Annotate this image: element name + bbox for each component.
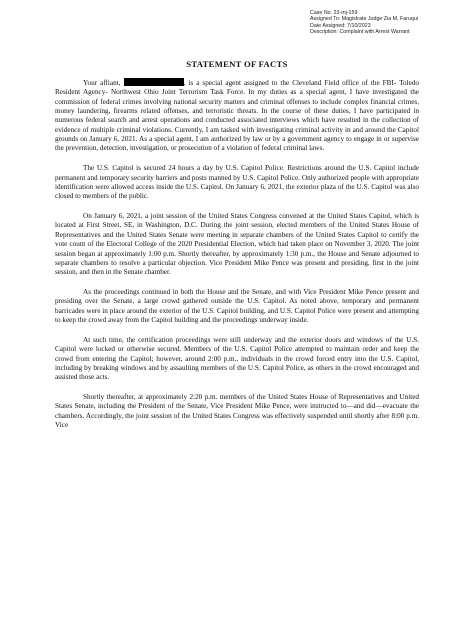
paragraph-4: As the proceedings continued in both the House and the Senate, and with Vice President Mike Pence present and presiding over the Senate, a large crowd gathered outside the U.S. Capitol. As noted above, temporary and permanent barricades were in place around the exterior of the U.S. Capitol building, and U.S. Capitol Police were present and attempting to keep the crowd away from the Capitol building and the proceedings underway inside. [55, 288, 419, 325]
paragraph-5: At such time, the certification proceedings were still underway and the exterior doors and windows of the U.S. Capitol were locked or otherwise secured. Members of the U.S. Capitol Police attempted to maintain order and keep the crowd from entering the Capitol; however, around 2:00 p.m., individuals in the crowd forced entry into the U.S. Capitol, including by breaking windows and by assaulting members of the U.S. Capitol Police, as others in the crowd encouraged and assisted those acts. [55, 335, 419, 382]
paragraph-3: On January 6, 2021, a joint session of the United States Congress convened at the United States Capitol, which is located at First Street, SE, in Washington, D.C. During the joint session, elected members of the United States House of Representatives and the United States Senate were meeting in separate chambers of the United States Capitol to certify the vote count of the Electoral College of the 2020 Presidential Election, which had taken place on November 3, 2020. The joint session began at approximately 1:00 p.m. Shortly thereafter, by approximately 1:30 p.m., the House and Senate adjourned to separate chambers to resolve a particular objection. Vice President Mike Pence was present and presiding, first in the joint session, and then in the Senate chamber. [55, 212, 419, 277]
date-assigned: Date Assigned: 7/10/2023 [310, 22, 371, 29]
paragraph-1-rest: , is a special agent assigned to the Cleveland Field office of the FBI- Toledo Resident Agency- Northwest Ohio Joint Terrorism Task Force. In my duties as a special agent, I have investigated the commission of federal crimes involving national security matters and criminal offenses to include complex financial crimes, money laundering, firearms related offenses, and terroristic threats. In the course of these duties, I have participated in numerous federal search and arrest operations and conducted associated interviews which have resulted in the collection of evidence of multiple criminal violations. Currently, I am tasked with investigating criminal activity in and around the Capitol grounds on January 6, 2021. As a special agent, I am authorized by law or by a government agency to engage in or supervise the prevention, detection, investigation, or prosecution of a violation of federal criminal laws. [55, 79, 419, 153]
document-body [55, 78, 419, 441]
case-header [310, 10, 418, 35]
paragraph-6: Shortly thereafter, at approximately 2:20 p.m. members of the United States House of Representatives and United States Senate, including the President of the Senate, Vice President Mike Pence, were instructed to—and did—evacuate the chambers. Accordingly, the joint session of the United States Congress was effectively suspended until shortly after 8:00 p.m. Vice [55, 393, 419, 430]
paragraph-1-start: Your affiant, [83, 79, 121, 87]
case-description: Description: Complaint with Arrest Warrant [310, 28, 410, 35]
paragraph-2: The U.S. Capitol is secured 24 hours a day by U.S. Capitol Police. Restrictions around the U.S. Capitol include permanent and temporary security barriers and posts manned by U.S. Capitol Police. Only authorized people with appropriate identification were allowed access inside the U.S. Capitol. On January 6, 2021, the exterior plaza of the U.S. Capitol was also closed to members of the public. [55, 164, 419, 201]
case-number: Case No. 23-mj-159 [310, 10, 358, 16]
assigned-to: Assigned To: Magistrate Judge Zia M. Faruqui [310, 16, 418, 23]
document-title: STATEMENT OF FACTS [186, 59, 288, 69]
redaction-box [124, 78, 184, 86]
paragraph-1 [55, 78, 419, 154]
